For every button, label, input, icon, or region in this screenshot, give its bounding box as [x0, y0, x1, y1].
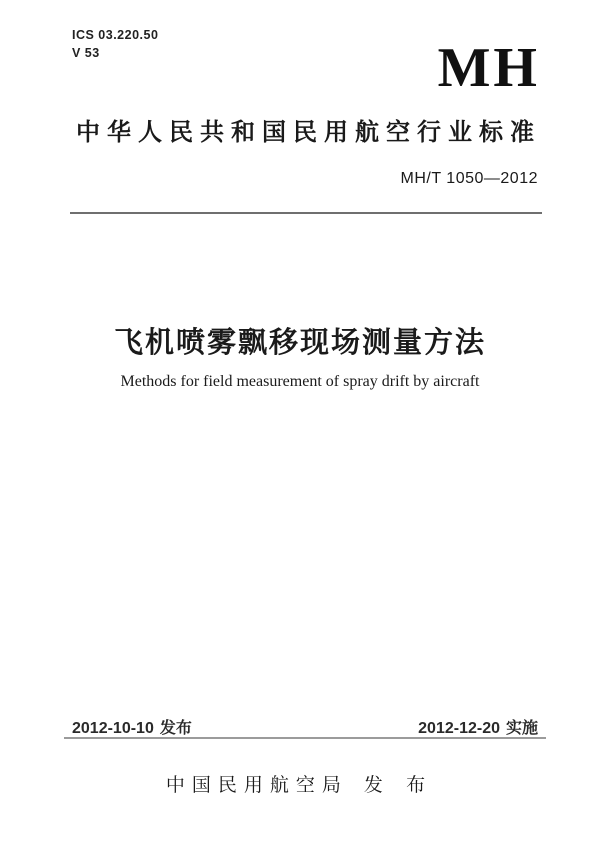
header-rule	[70, 212, 542, 214]
implementation-date-group	[418, 715, 538, 738]
document-title-chinese: 飞机喷雾飘移现场测量方法	[113, 327, 486, 359]
publisher-action: 发 布	[363, 775, 435, 796]
implementation-date-label: 实施	[505, 720, 538, 737]
dates-row	[72, 715, 538, 738]
publisher-row	[0, 770, 600, 797]
issue-date: 2012-10-10	[72, 720, 154, 737]
document-title-english: Methods for field measurement of spray drift by aircraft	[120, 373, 480, 390]
mh-logo: MH	[437, 37, 540, 99]
doc-class-code: V 53	[72, 46, 100, 60]
footer-rule	[64, 737, 546, 739]
issue-date-label: 发布	[159, 720, 192, 737]
issue-date-group	[72, 715, 192, 738]
standard-name: 中华人民共和国民用航空行业标准	[76, 119, 541, 146]
implementation-date: 2012-12-20	[418, 720, 500, 737]
publisher-name: 中国民用航空局	[165, 775, 348, 796]
standard-number: MH/T 1050—2012	[400, 170, 538, 187]
ics-classification-block	[72, 26, 158, 62]
ics-code: ICS 03.220.50	[72, 28, 159, 42]
